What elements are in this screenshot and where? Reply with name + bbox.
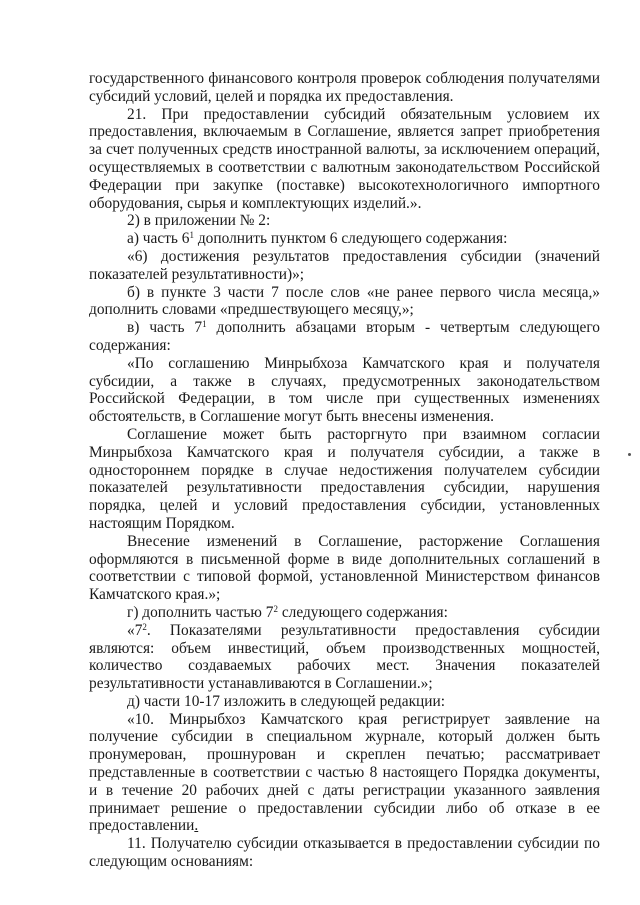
paragraph-continuation: государственного финансового контроля проверок соблюдения получателями субсидий условий, целей и порядка их предоставления. <box>89 70 600 105</box>
paragraph-7-2 <box>89 622 600 693</box>
item-a-text-rest: дополнить пунктом 6 следующего содержания: <box>194 230 508 248</box>
part-10-text: «10. Минрыбхоз Камчатского края регистрирует заявление на получение субсидии в специальном журнале, который должен быть пронумерован, прошнурован и скреплен печатью; рассматривает представленные в соответствии с частью 8 настоящего Порядка документы, и в течение 20 рабочих дней с даты регистрации указанного заявления принимает решение о предоставлении субсидии либо об отказе в ее предоставлении <box>89 710 600 835</box>
document-body <box>89 70 600 871</box>
item-v-text-rest: дополнить абзацами вторым - четвертым следующего содержания: <box>89 319 600 354</box>
paragraph-item-d: д) части 10-17 изложить в следующей редакции: <box>127 692 446 710</box>
item-a-text: а) часть 6 <box>127 230 190 248</box>
paragraph-agreement-termination: Соглашение может быть расторгнуто при взаимном согласии Минрыбхоза Камчатского края и получателя субсидии, а также в одностороннем порядке в случае недостижения получателем субсидии показателей результативности предоставления субсидии, нарушения порядка, целей и условий предоставления субсидии, установленных настоящим Порядком. <box>89 425 600 532</box>
item-g-text-rest: следующего содержания: <box>277 603 448 621</box>
item-g-text: г) дополнить частью 7 <box>127 603 274 621</box>
paragraph-item-g <box>89 604 600 622</box>
paragraph-10 <box>89 711 600 836</box>
paragraph-item-v <box>89 319 600 355</box>
paragraph-written-form: Внесение изменений в Соглашение, расторжение Соглашения оформляются в письменной форме в виде дополнительных соглашений в соответствии с типовой формой, установленной Министерством финансов Камчатского края.»; <box>89 532 600 604</box>
paragraph-appendix-2: 2) в приложении № 2: <box>127 212 271 230</box>
scan-speck <box>628 453 631 456</box>
item-a-superscript: 1 <box>189 230 194 241</box>
paragraph-item-b: б) в пункте 3 части 7 после слов «не ранее первого числа месяца,» дополнить словами «предшествующего месяцу,»; <box>89 283 600 319</box>
paragraph-item-a <box>89 230 600 248</box>
part-7-2-superscript: 2 <box>142 621 147 632</box>
item-g-superscript: 2 <box>273 603 278 614</box>
item-v-text: в) часть 7 <box>127 319 203 337</box>
part-7-2-text: «7 <box>127 621 143 639</box>
paragraph-agreement-changes: «По соглашению Минрыбхоза Камчатского края и получателя субсидии, а также в случаях, предусмотренных законодательством Российской Федерации, в том числе при существенных изменениях обстоятельств, в Соглашение могут быть внесены изменения. <box>89 354 600 426</box>
paragraph-11: 11. Получателю субсидии отказывается в предоставлении субсидии по следующим основаниям: <box>89 835 600 871</box>
paragraph-21: 21. При предоставлении субсидий обязательным условием их предоставления, включаемым в Соглашение, является запрет приобретения за счет полученных средств иностранной валюты, за исключением операций, осуществляемых в соответствии с валютным законодательством Российской Федерации при закупке (поставке) высокотехнологичного импортного оборудования, сырья и комплектующих изделий.». <box>89 105 600 212</box>
part-7-2-text-rest: . Показателями результативности предоставления субсидии являются: объем инвестиций, объем производственных мощностей, количество создаваемых рабочих мест. Значения показателей результативности устанавливаются в Соглашении.»; <box>89 621 600 693</box>
paragraph-point-6: «6) достижения результатов предоставления субсидии (значений показателей результативности)»; <box>89 247 600 283</box>
item-v-superscript: 1 <box>202 319 207 330</box>
part-10-end: . <box>194 817 199 835</box>
